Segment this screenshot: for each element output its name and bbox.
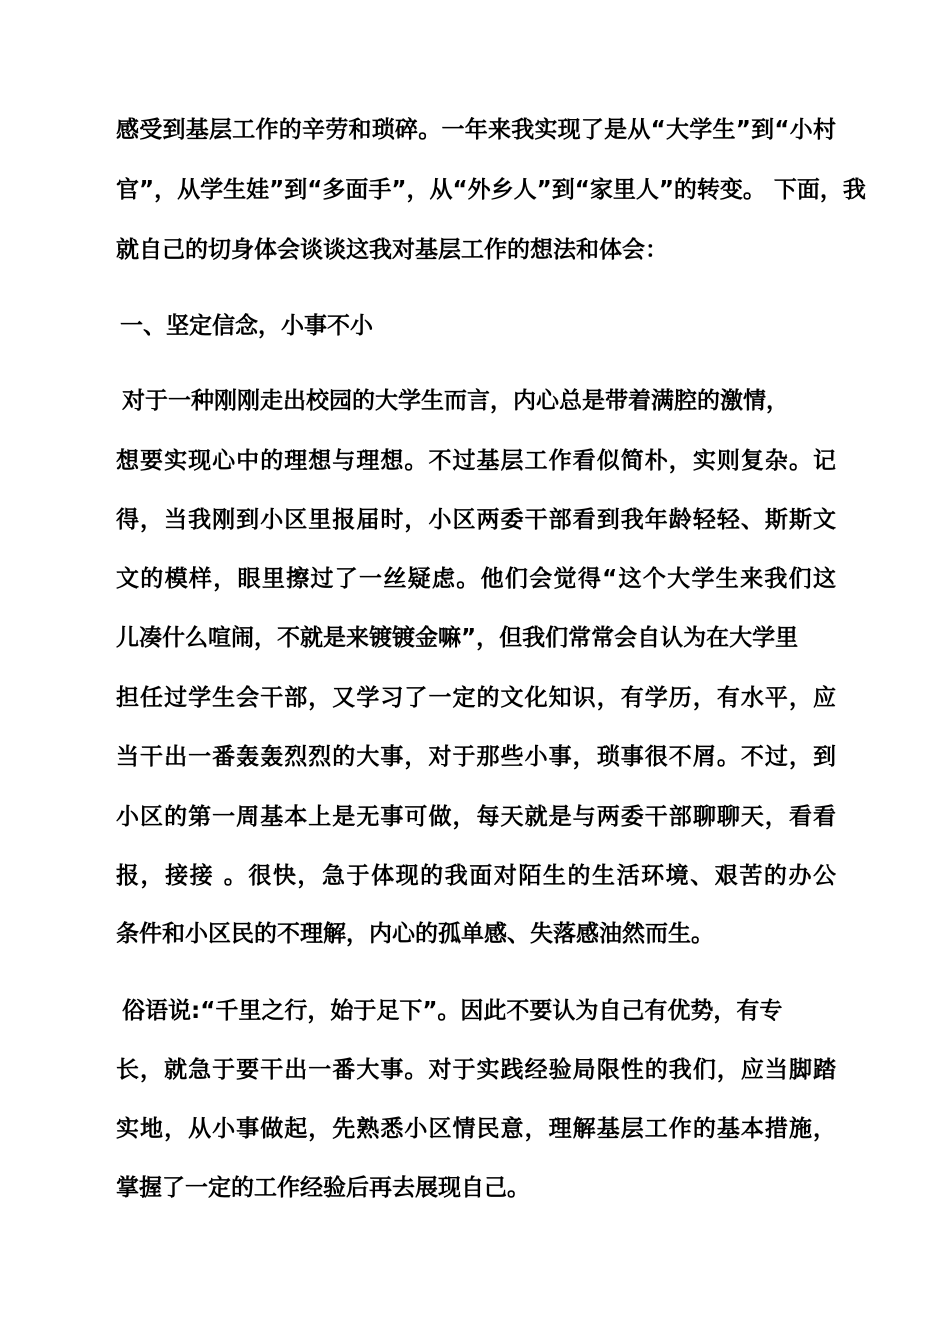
section-heading: 一、坚定信念，小事不小	[120, 313, 373, 339]
paragraph-line: 儿凑什么喧闹，不就是来镀镀金嘛”，但我们常常会自认为在大学里	[116, 625, 799, 651]
paragraph-line: 条件和小区民的不理解，内心的孤单感、失落感油然而生。	[116, 921, 714, 947]
paragraph-line: 报，接接 。很快，急于体现的我面对陌生的生活环境、艰苦的办公	[116, 863, 836, 889]
paragraph-line: 长，就急于要干出一番大事。对于实践经验局限性的我们，应当脚踏	[116, 1057, 836, 1083]
paragraph-line: 感受到基层工作的辛劳和琐碎。一年来我实现了是从“大学生”到“小村	[116, 117, 836, 143]
paragraph-line: 小区的第一周基本上是无事可做，每天就是与两委干部聊聊天，看看	[116, 804, 836, 830]
paragraph-line: 掌握了一定的工作经验后再去展现自己。	[116, 1175, 530, 1201]
paragraph-line: 就自己的切身体会谈谈这我对基层工作的想法和体会：	[116, 237, 668, 263]
paragraph-line: 得，当我刚到小区里报届时，小区两委干部看到我年龄轻轻、斯斯文	[116, 507, 836, 533]
paragraph-line: 官”，从学生娃”到“多面手”，从“外乡人”到“家里人”的转变。 下面，我	[116, 177, 866, 203]
paragraph-line: 对于一种刚刚走出校园的大学生而言，内心总是带着满腔的激情，	[122, 388, 789, 414]
paragraph-line: 俗语说:“千里之行，始于足下”。因此不要认为自己有优势，有专	[122, 998, 783, 1024]
paragraph-line: 当干出一番轰轰烈烈的大事，对于那些小事，琐事很不屑。不过，到	[116, 744, 836, 770]
paragraph-line: 文的模样，眼里擦过了一丝疑虑。他们会觉得“这个大学生来我们这	[116, 566, 836, 592]
paragraph-line: 实地，从小事做起，先熟悉小区情民意，理解基层工作的基本措施，	[116, 1116, 836, 1142]
paragraph-line: 担任过学生会干部，又学习了一定的文化知识，有学历，有水平，应	[116, 685, 836, 711]
paragraph-line: 想要实现心中的理想与理想。不过基层工作看似简朴，实则复杂。记	[116, 448, 836, 474]
